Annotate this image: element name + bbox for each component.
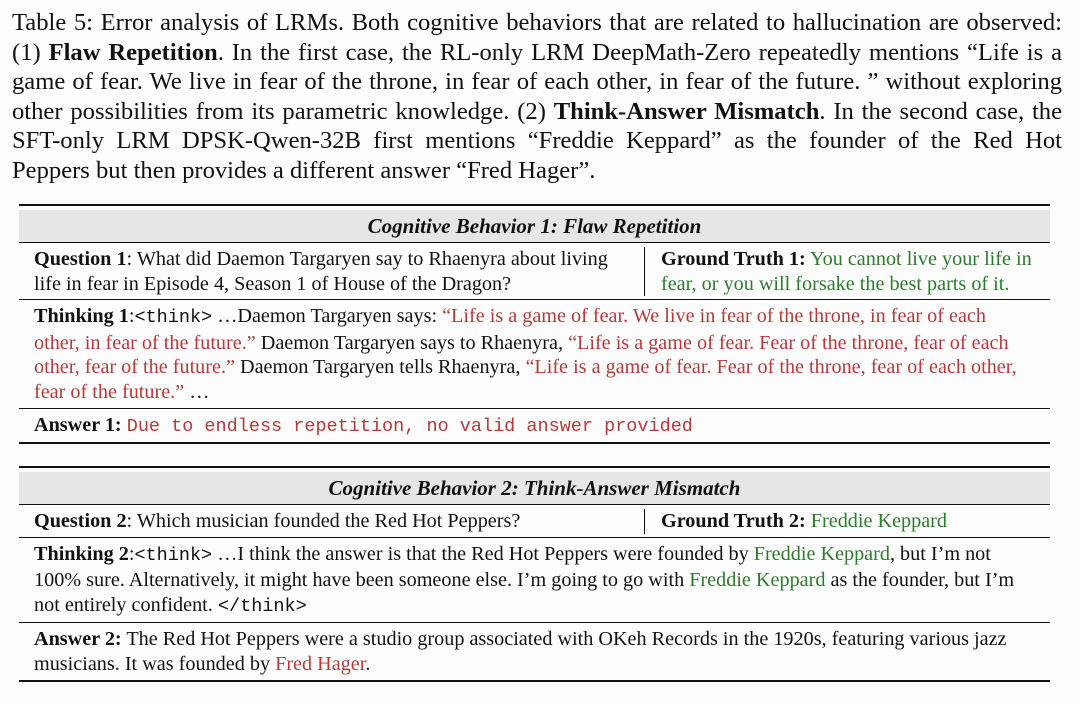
answer-label: Answer 2: [34,628,122,651]
case-1-question-row [19,243,1050,299]
bottom-rule [19,442,1050,444]
caption-bold-think-answer-mismatch: Think-Answer Mismatch [553,97,820,125]
case-2-question-row [19,505,1050,537]
answer-text: Due to endless repetition, no valid answer provided [126,415,693,437]
thinking-text: Daemon Targaryen says to Rhaenyra, [255,331,569,354]
thinking-text: , but I’m not 100% sure. Alternatively, it might have been someone else. I’m going to go with [34,542,991,592]
case-2-ground-truth-cell [644,509,1036,534]
thinking-repeat-quote: “Life is a game of fear. Fear of the throne, fear of each other, fear of the future.” [34,356,1017,403]
thinking-highlight: Freddie Keppard [753,542,890,565]
caption-text: Table 5: Error analysis of LRMs. Both cognitive behaviors that are related to hallucination are observed: (1) [12,9,1062,66]
thinking-label: Thinking 1 [34,305,129,328]
ground-truth-label: Ground Truth 1: [661,248,806,270]
case-1-answer-row [19,409,1050,443]
question-label: Question 2 [34,510,127,532]
table-caption [12,8,1062,185]
answer-period: . [365,652,371,675]
caption-text: . In the second case, the SFT-only LRM DPSK-Qwen-32B first mentions “Freddie Keppard” as the founder of the Red Hot Peppers but then provides a different answer “Fred Hager”. [12,97,1063,184]
ground-truth-text: You cannot live your life in fear, or you will forsake the best parts of it. [661,248,1032,295]
thinking-colon: : [128,542,135,565]
case-1-table [19,204,1050,444]
question-label: Question 1 [34,248,127,270]
caption-bold-flaw-repetition: Flaw Repetition [48,38,218,66]
case-2-header: Cognitive Behavior 2: Think-Answer Mismatch [19,472,1050,504]
ground-truth-text: Freddie Keppard [810,510,947,532]
case-2-table [19,466,1050,682]
thinking-ellipsis: … [184,380,210,403]
thinking-highlight: Freddie Keppard [689,569,826,592]
thinking-text: Daemon Targaryen tells Rhaenyra, [234,356,526,379]
answer-wrong-name: Fred Hager [275,652,366,675]
think-tag: <think> [134,307,213,329]
case-1-thinking-row [19,300,1050,407]
thinking-text: …Daemon Targaryen says: [212,305,443,328]
case-2-thinking-row [19,538,1050,623]
answer-label: Answer 1: [34,413,122,436]
case-1-question-cell [34,247,644,296]
thinking-repeat-quote: “Life is a game of fear. We live in fear of the throne, in fear of each other, in fear of the future.” [34,305,987,354]
answer-text: The Red Hot Peppers were a studio group associated with OKeh Records in the 1920s, featuring various jazz musicians. It was founded by [34,628,1007,675]
caption-text: . In the first case, the RL-only LRM DeepMath-Zero repeatedly mentions “Life is a game of fear. We live in fear of the throne, in fear of each other, in fear of the future. ” without exploring other possibilities from its parametric knowledge. (2) [12,38,1062,125]
think-close-tag: </think> [217,595,307,617]
thinking-label: Thinking 2 [34,542,129,565]
bottom-rule [19,680,1050,682]
thinking-text: …I think the answer is that the Red Hot Peppers were founded by [212,542,754,565]
case-1-ground-truth-cell [644,247,1036,296]
top-rule [19,204,1050,206]
think-tag: <think> [134,544,213,566]
thinking-repeat-quote: “Life is a game of fear. Fear of the throne, fear of each other, fear of the future.” [34,331,1009,379]
ground-truth-label: Ground Truth 2: [661,510,806,532]
question-text: : What did Daemon Targaryen say to Rhaenyra about living life in fear in Episode 4, Season 1 of House of the Dragon? [34,248,608,295]
question-text: : Which musician founded the Red Hot Peppers? [126,510,521,532]
top-rule [19,466,1050,468]
case-2-question-cell [34,509,644,534]
case-1-header: Cognitive Behavior 1: Flaw Repetition [19,210,1050,242]
thinking-text: as the founder, but I’m not entirely confident. [34,569,1015,616]
thinking-colon: : [128,305,135,328]
case-2-answer-row [19,623,1050,679]
